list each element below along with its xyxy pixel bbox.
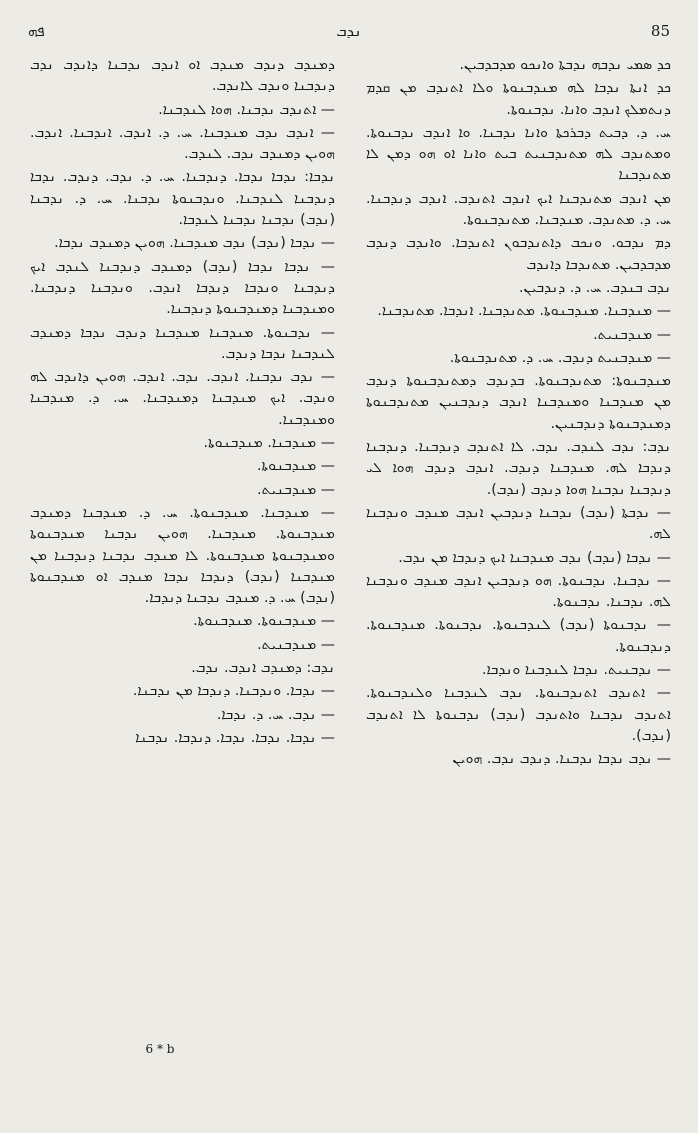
dictionary-entry: ܡܢ ܐܢܕܒ ܡܬܢܕܒܢܐ ܐܝܟ ܐܢܕܒ ܐܬܢܕܒ. ܐܢܕܒ ܕܢܕܒܢܐ. ܚ. ܕ. ܡܬܢܕܒ. ܡܢܕܒܢܐ. ܡܬܢܕܒܢܘܬܐ. [366, 190, 671, 229]
dictionary-entry: ܢܕܒܐ: ܢܕܒܐ ܢܕܒܐ. ܕܢܕܒܢܐ. ܚ. ܕ. ܢܕܒ. ܕܢܕܒ. ܢܕܒܐ ܕܢܕܒܢܐ ܠܢܕܒܢܐ. ܘܢܕܒܢܘܬܐ ܢܕܒܢܐ. ܚ. ܕ. ܢܕܒܢܐ (ܢܕܒ) ܢܕܒܢܐ ܢܕܒܢܐ ܠܢܕܒܐ. [30, 169, 335, 229]
header-running-title: ܢܕܒ [336, 22, 362, 40]
signature-mark: 6 * b [145, 1042, 175, 1056]
dictionary-entry: — ܢܕܒܢܘܬܐ (ܢܕܒ) ܠܢܕܒܢܘܬܐ. ܢܕܒܢܘܬܐ. ܡܢܕܒܢܘܬܐ. ܕܢܕܒܢܘܬܐ. [366, 617, 671, 655]
dictionary-entry: — ܡܢܕܒܢܘܬܐ. [256, 458, 335, 475]
dictionary-entry: — ܢܕܒܐ ܢܕܒܐ (ܢܕܒ) ܕܡܢܕܒ ܕܢܕܒܢܐ ܠܢܕܒ ܐܝܟ ܕܢܕܒܢܐ ܘܢܕܒܐ ܕܢܕܒܐ ܐܢܕܒ. ܘܢܕܒܢܐ ܕܢܕܒܢܐ. ܘܡܢܕܒܢܐ ܕܡܢܕܒܢܘܬܐ ܕܢܕܒܢܐ. [30, 258, 335, 318]
dictionary-entry: — ܡܢܕܒܢܝܬ. [257, 636, 335, 653]
dictionary-entry: — ܢܕܒ ܢܕܒܢܐ. ܐܢܕܒ. ܢܕܒ. ܐܢܕܒ. ܗܘܝܢ ܕܐܢܕܒ ܠܗ ܘܢܕܒ. ܐܝܟ ܡܢܕܒܢܐ ܕܡܢܕܒܢܐ. ܚ. ܕ. ܡܢܕܒܢܐ ܘܡܢܕܒܢܐ. [30, 369, 335, 428]
dictionary-entry: ܢܕܒ: ܕܡܢܕܒ ܐܢܕܒ. ܢܕܒ. [191, 660, 335, 677]
dictionary-entry: — ܢܕܒܢܘܬܐ. ܡܢܕܒܢܐ ܡܢܕܒܢܐ ܕܢܕܒ ܢܕܒܐ ܕܡܢܕܒ ܠܢܕܒܢܐ ܢܕܒܐ ܕܢܕܒ. [30, 324, 335, 362]
dictionary-entry: — ܐܬܢܕܒ ܢܕܒܢܐ. ܗܘܐ ܠܢܕܒܢܐ. [158, 101, 335, 118]
header-page-number: 85 [650, 22, 670, 40]
dictionary-entry: — ܢܕܒܢܝܬ. ܢܕܒܐ ܠܢܕܒܢܐ ܘܢܕܒܐ. [481, 662, 671, 679]
dictionary-entry: ܕܡ ܢܕܒܘ. ܘܢܟܒ ܕܐܬܢܕܒܘܢ ܐܬܢܕܒܐ. ܘܐܢܕܒ ܕܢܕܒ ܡܕܒܕܒܝܢ. ܡܬܢܕܒܐ ܕܐܢܕܒ [366, 235, 671, 273]
dictionary-entry: ܚ. ܕ. ܕܒܝܬ ܕܒܪܟܬܐ ܘܐܢܐ ܢܕܒܢܐ. ܘܐ ܐܢܕܒ ܢܕܒܢܘܬܐ. ܘܡܬܢܕܒ ܠܗ ܡܬܢܕܒܢܝܬ ܒܝܬ ܘܐܢܐ ܐܘ ܗܘ ܕܡܢ ܠܐ ܡܬܢܕܒܢܐ [366, 124, 671, 184]
dictionary-entry: — ܢܕܒܢܐ. ܢܕܒܢܘܬܐ. ܗܘ ܕܢܕܒܝܢ ܐܢܕܒ ܡܢܕܒ ܘܢܕܒܢܐ ܠܗ. ܢܕܒܢܐ. ܢܕܒܢܘܬܐ. [366, 572, 671, 611]
left-column [30, 55, 335, 1065]
dictionary-entry: — ܡܢܕܒܢܝܬ. [257, 481, 335, 498]
dictionary-entry: — ܢܕܒܐ (ܢܕܒ) ܢܕܒ ܡܢܕܒܢܐ. ܗܘܝܢ ܕܡܢܕܒ ܢܕܒܐ. [54, 235, 335, 252]
dictionary-entry: — ܢܕܒܐ. ܘܢܕܒܢܐ. ܕܢܕܒܐ ܡܢ ܢܕܒܢܐ. [132, 683, 335, 700]
dictionary-entry: ܡܢܕܒܢܘܬܐ: ܡܬܢܕܒܢܘܬܐ. ܒܕܢܕܒ ܕܡܬܢܕܒܢܘܬܐ ܕܢܕܒ ܡܢ ܡܢܕܒܢܐ ܘܡܢܕܒܢܐ ܐܢܕܒ ܕܢܕܒܢܝܢ ܡܬܢܕܒܢܘܬܐ ܕܡܢܕܒܢܘܬܐ ܕܢܕܒܢܝܢ. [366, 373, 671, 432]
dictionary-entry: — ܢܕܒ. ܚ. ܕ. ܢܕܒܐ. [216, 706, 335, 723]
dictionary-entry: — ܡܢܕܒܢܐ. ܡܢܕܒܢܘܬܐ. ܡܬܢܕܒܢܐ. ܐܢܕܒܐ. ܡܬܢܕܒܢܐ. [377, 303, 671, 320]
dictionary-entry: — ܡܢܕܒܢܐ. ܡܢܕܒܢܘܬܐ. ܚ. ܕ. ܡܢܕܒܢܐ ܕܡܢܕܒ ܡܢܕܒܢܘܬܐ. ܡܢܕܒܢܐ. ܗܘܝܢ ܢܕܒܢܐ ܡܢܕܒܢܘܬܐ ܘܡܢܕܒܢܘܬܐ ܡܢܕܒܢܘܬܐ. ܠܐ ܡܢܕܒ ܢܕܒܢܐ ܕܢܕܒܢܐ ܡܢ ܡܢܕܒܢܐ (ܢܕܒ) ܕܢܕܒܐ ܢܕܒܐ ܡܢܕܒ ܐܘ ܡܢܕܒܢܘܬܐ (ܢܕܒ) ܚ. ܕ. ܡܢܕܒ ܢܕܒܢܐ ܕܢܕܒܐ. [30, 504, 335, 607]
dictionary-entry: — ܡܢܕܒܢܝܬ ܕܢܕܒ. ܚ. ܕ. ܡܬܢܕܒܢܘܬܐ. [449, 349, 671, 366]
dictionary-entry: — ܡܢܕܒܢܘܬܐ. ܡܢܕܒܢܘܬܐ. [193, 613, 335, 630]
dictionary-entry: — ܢܕܒܐ (ܢܕܒ) ܢܕܒ ܡܢܕܒܢܐ ܐܝܟ ܕܢܕܒܐ ܡܢ ܢܕܒ. [398, 549, 671, 566]
dictionary-entry: — ܐܢܕܒ ܢܕܒ ܡܢܕܒܢܐ. ܚ. ܕ. ܐܢܕܒ. ܐܢܕܒܢܐ. ܐܢܕܒ. ܗܘܝܢ ܕܡܢܕܒ ܢܕܒ. ܠܢܕܒ. [30, 124, 335, 163]
dictionary-entry: — ܡܢܕܒܢܝܬ. [593, 326, 671, 343]
dictionary-entry: ܕܡܢܕܒ ܕܢܕܒ ܡܢܕܒ ܐܘ ܐܢܕܒ ܢܕܒܢܐ ܕܐܢܕܒ ܢܕܒ ܕܢܕܒܢܐ ܘܢܕܒ ܠܐܢܕܒ. [30, 57, 335, 95]
dictionary-entry: — ܢܕܒܬܐ (ܢܕܒ) ܢܕܒܢܐ ܕܢܕܒܝܢ ܐܢܕܒ ܡܢܕܒ ܘܢܕܒܢܐ ܠܗ. [366, 504, 671, 543]
page-header [28, 22, 670, 46]
header-left-page-number: ܦܗ [28, 22, 45, 40]
dictionary-entry: — ܢܕܒ ܢܕܒܐ ܢܕܒܢܐ. ܕܢܕܒ ܢܕܒ. ܗܘܝܢ [452, 751, 671, 768]
right-column [366, 55, 671, 1065]
dictionary-entry: — ܐܬܢܕܒ ܐܬܢܕܒܢܘܬܐ. ܢܕܒ ܠܢܕܒܢܐ ܘܠܢܕܒܢܘܬܐ. ܐܬܢܕܒ ܢܕܒܢܐ ܘܐܬܢܕܒ (ܢܕܒ) ܢܕܒܢܘܬܐ ܠܐ ܐܬܢܕܒ (ܢܕܒ). [366, 685, 671, 744]
dictionary-entry: — ܢܕܒܐ. ܢܕܒܐ. ܢܕܒܐ. ܕܢܕܒܐ. ܢܕܒܢܐ [135, 729, 335, 746]
dictionary-entry: ܟܕ ܐܢܬܐ ܢܕܒܐ ܠܗ ܡܢܕܒܢܘܬܐ ܘܠܐ ܐܬܢܕܒ ܡܢ ܩܕܡ ܕܢܬܡܠܟ ܐܢܕܒ ܘܐܢܐ. ܢܕܒܢܘܬܐ. [366, 80, 671, 118]
dictionary-entry: ܢܕܒ ܒܢܕܒ. ܚ. ܕ. ܕܢܕܒܝܢ. [519, 279, 671, 296]
dictionary-entry: ܢܕܒ: ܢܕܒ ܠܢܕܒ. ܢܕܒ. ܠܐ ܐܬܢܕܒ ܕܢܕܒܢܐ. ܕܢܕܒܢܐ ܕܢܕܒܐ ܠܗ. ܡܢܕܒܢܐ ܕܢܕܒ. ܐܢܕܒ ܕܢܕܒ ܗܘܐ ܠܝ ܕܢܕܒܢܐ ܢܕܒܢܐ ܗܘܐ ܕܢܕܒ (ܢܕܒ). [366, 439, 671, 498]
dictionary-entry: — ܡܢܕܒܢܐ. ܡܢܕܒܢܘܬܐ. [203, 435, 335, 452]
dictionary-entry: ܟܕ ܣܡܝ ܢܕܒܗ ܢܕܒܬܐ ܘܐܢܟܘ ܡܕܒܕܒܝܢ. [459, 57, 671, 73]
